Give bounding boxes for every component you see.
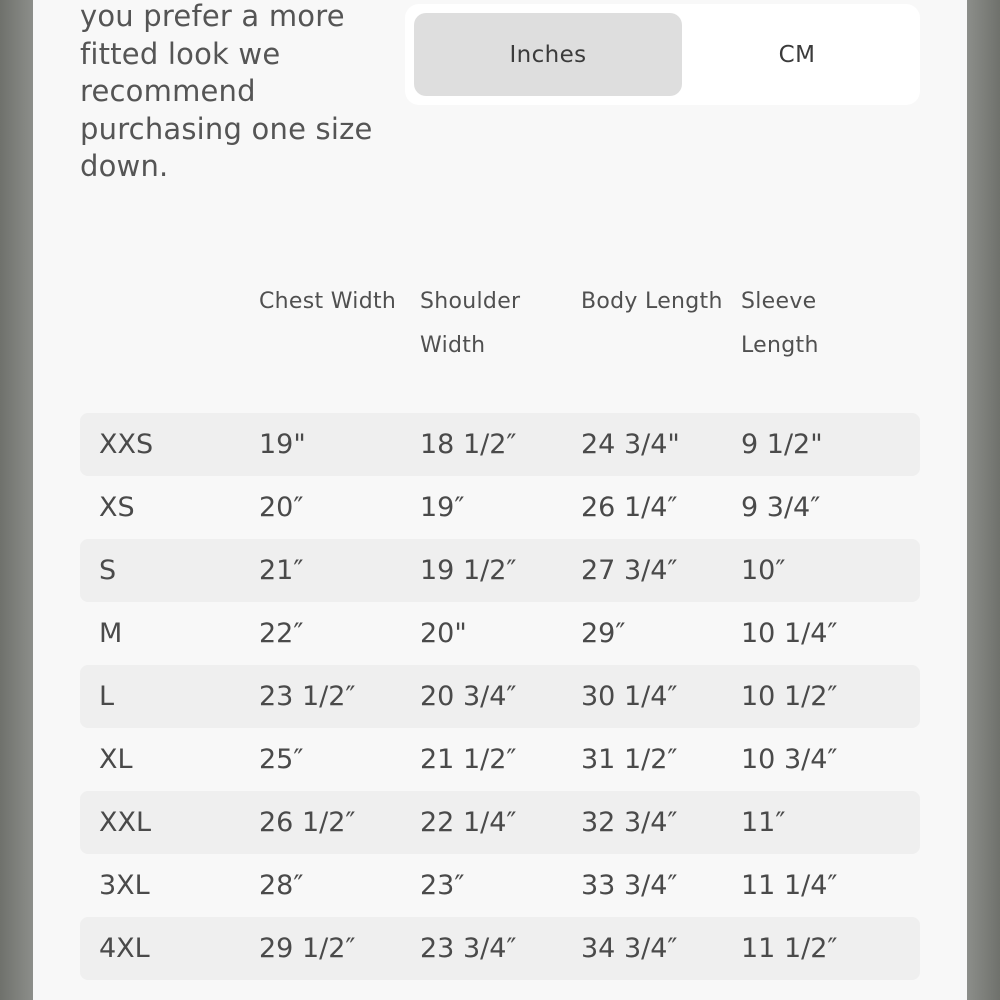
sleeve-length-value: 9 3/4″ [741, 492, 821, 523]
shoulder-width-value: 20" [420, 618, 467, 649]
chest-width-value: 23 1/2″ [259, 681, 356, 712]
header-chest-width: Chest Width [259, 289, 397, 314]
header-sleeve-length: Sleeve Length [741, 289, 819, 358]
size-label: L [99, 681, 115, 712]
sleeve-length-value: 11″ [741, 807, 786, 838]
size-label: XS [99, 492, 135, 523]
shoulder-width-value: 23 3/4″ [420, 933, 517, 964]
chest-width-value: 20″ [259, 492, 304, 523]
sleeve-length-value: 10 3/4″ [741, 744, 838, 775]
table-row [80, 413, 920, 476]
sleeve-length-value: 10 1/2″ [741, 681, 838, 712]
sleeve-length-value: 11 1/4″ [741, 870, 838, 901]
size-label: XL [99, 744, 133, 775]
table-body [80, 413, 920, 980]
sleeve-length-value: 10″ [741, 555, 786, 586]
header-body-length: Body Length [581, 289, 723, 314]
shoulder-width-value: 19 1/2″ [420, 555, 517, 586]
size-label: XXS [99, 429, 154, 460]
body-length-value: 30 1/4″ [581, 681, 678, 712]
table-row [80, 854, 920, 917]
table-row [80, 476, 920, 539]
table-row [80, 728, 920, 791]
shoulder-width-value: 20 3/4″ [420, 681, 517, 712]
cm-button[interactable]: CM [663, 13, 931, 96]
chest-width-value: 28″ [259, 870, 304, 901]
shoulder-width-value: 23″ [420, 870, 465, 901]
body-length-value: 27 3/4″ [581, 555, 678, 586]
body-length-value: 33 3/4″ [581, 870, 678, 901]
fit-recommendation-text: you prefer a more fitted look we recommend purchasing one size down. [80, 0, 373, 183]
shoulder-width-value: 22 1/4″ [420, 807, 517, 838]
shoulder-width-value: 21 1/2″ [420, 744, 517, 775]
size-label: XXL [99, 807, 152, 838]
size-label: S [99, 555, 117, 586]
chest-width-value: 29 1/2″ [259, 933, 356, 964]
body-length-value: 34 3/4″ [581, 933, 678, 964]
shoulder-width-value: 19″ [420, 492, 465, 523]
table-row [80, 602, 920, 665]
body-length-value: 32 3/4″ [581, 807, 678, 838]
size-chart-table [80, 280, 920, 964]
body-length-value: 31 1/2″ [581, 744, 678, 775]
table-row [80, 791, 920, 854]
inches-button[interactable]: Inches [414, 13, 682, 96]
chest-width-value: 25″ [259, 744, 304, 775]
body-length-value: 24 3/4" [581, 429, 680, 460]
table-row [80, 665, 920, 728]
shoulder-width-value: 18 1/2″ [420, 429, 517, 460]
sleeve-length-value: 11 1/2″ [741, 933, 838, 964]
table-header [80, 280, 920, 410]
table-row [80, 917, 920, 980]
size-label: M [99, 618, 123, 649]
table-row [80, 539, 920, 602]
size-label: 3XL [99, 870, 150, 901]
chest-width-value: 22″ [259, 618, 304, 649]
unit-toggle [405, 4, 920, 105]
chest-width-value: 26 1/2″ [259, 807, 356, 838]
body-length-value: 29″ [581, 618, 626, 649]
chest-width-value: 21″ [259, 555, 304, 586]
body-length-value: 26 1/4″ [581, 492, 678, 523]
sleeve-length-value: 10 1/4″ [741, 618, 838, 649]
size-guide-sheet [33, 0, 967, 1000]
header-shoulder-width: Shoulder Width [420, 289, 521, 358]
chest-width-value: 19" [259, 429, 306, 460]
sleeve-length-value: 9 1/2" [741, 429, 823, 460]
size-label: 4XL [99, 933, 150, 964]
